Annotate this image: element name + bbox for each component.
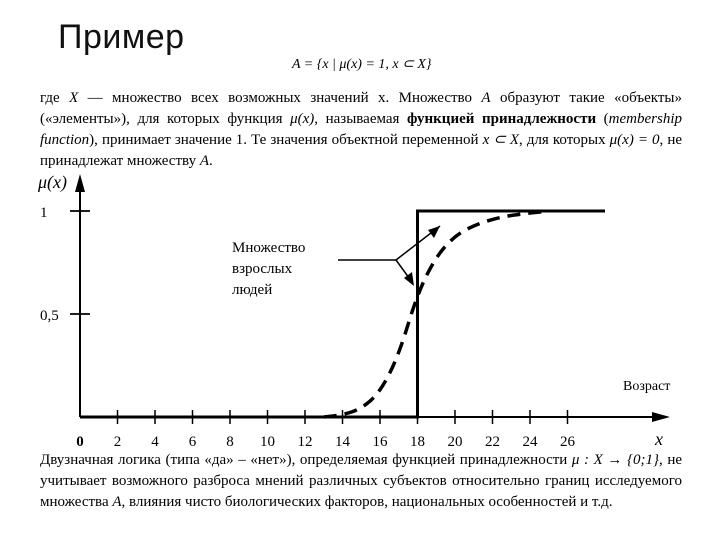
text: , для которых bbox=[519, 132, 610, 148]
text: . bbox=[209, 153, 213, 169]
x-tick-label: 6 bbox=[188, 434, 197, 450]
y-axis-label: μ(x) bbox=[38, 172, 68, 192]
x-axis-label: x bbox=[655, 429, 663, 449]
math: A bbox=[112, 494, 122, 510]
y-axis-arrow bbox=[75, 174, 85, 192]
x-tick-label: 14 bbox=[335, 434, 350, 450]
text: , влияния чисто биологических факторов, национальных особенностей и т.д. bbox=[121, 494, 613, 510]
x-tick-label: 12 bbox=[297, 434, 313, 450]
x-axis-arrow bbox=[652, 412, 670, 422]
y-tick-label: 0,5 bbox=[40, 308, 59, 324]
chart-annotation bbox=[232, 226, 440, 298]
x-tick-label: 0 bbox=[76, 434, 84, 450]
y-tick-label: 1 bbox=[40, 205, 48, 221]
set-formula: A = {x | μ(x) = 1, x ⊂ X} bbox=[292, 57, 432, 72]
text: , не принадлежат множеству bbox=[40, 132, 682, 169]
chart-series bbox=[80, 211, 605, 417]
series-fuzzy-line bbox=[324, 211, 549, 417]
text: где bbox=[40, 90, 70, 106]
term-bold: функцией принадлежности bbox=[407, 111, 597, 127]
paragraph-conclusion bbox=[40, 450, 682, 513]
x-tick-label: 18 bbox=[410, 434, 425, 450]
text: Двузначная логика (типа «да» – «нет»), определяемая функцией принадлежности bbox=[40, 452, 572, 468]
math: A bbox=[481, 90, 491, 106]
x-axis-caption: Возраст bbox=[623, 379, 671, 394]
text: ( bbox=[596, 111, 609, 127]
math: μ(x) = 0 bbox=[609, 132, 660, 148]
text: , не учитывает возможного разброса мнений различных субъектов относительно границ исследуемого множества bbox=[40, 452, 682, 510]
math: μ : X → {0;1} bbox=[571, 452, 659, 468]
chart-ticks bbox=[40, 205, 576, 450]
annotation-label: взрослых bbox=[232, 261, 293, 277]
text: , называемая bbox=[314, 111, 408, 127]
x-tick-label: 8 bbox=[226, 434, 234, 450]
math: A bbox=[199, 153, 210, 169]
annotation-label: Множество bbox=[232, 240, 306, 256]
text: ), принимает значение 1. Те значения объектной переменной bbox=[89, 132, 483, 148]
math: X bbox=[69, 90, 79, 106]
x-tick-label: 24 bbox=[522, 434, 538, 450]
x-tick-label: 10 bbox=[260, 434, 275, 450]
x-tick-label: 22 bbox=[485, 434, 500, 450]
x-tick-label: 26 bbox=[560, 434, 575, 450]
x-tick-label: 2 bbox=[113, 434, 122, 450]
text: — множество всех возможных значений x. Множество bbox=[78, 90, 482, 106]
term-italic: membership function bbox=[40, 111, 682, 148]
math: μ(x) bbox=[290, 111, 315, 127]
annotation-label: людей bbox=[232, 282, 273, 298]
x-tick-label: 20 bbox=[447, 434, 463, 450]
chart-axes bbox=[37, 172, 670, 449]
series-crisp-line bbox=[80, 211, 605, 417]
annotation-arrow-upper bbox=[428, 226, 440, 238]
slide-title: Пример bbox=[58, 18, 185, 56]
x-tick-label: 16 bbox=[372, 434, 388, 450]
math: x ⊂ X bbox=[482, 132, 520, 148]
x-tick-label: 4 bbox=[151, 434, 159, 450]
text: образуют такие «объекты» («элементы»), для которых функция bbox=[40, 90, 682, 127]
